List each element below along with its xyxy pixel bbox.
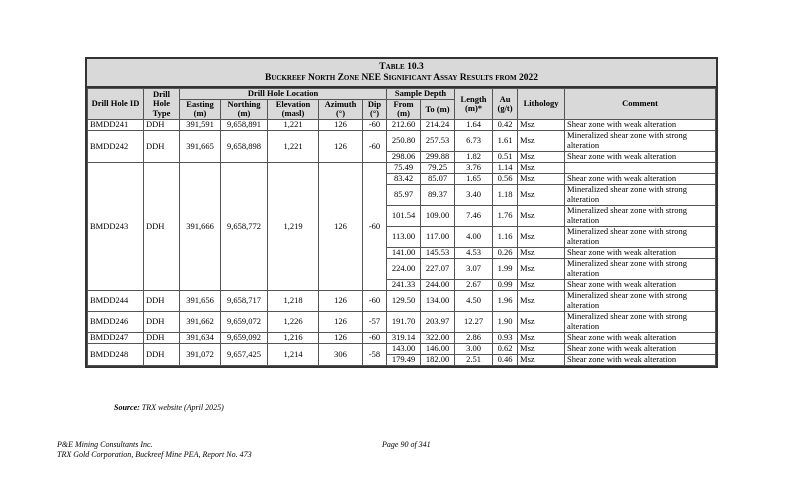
cell-northing: 9,658,891 [221, 119, 268, 130]
cell-dip: -58 [363, 343, 387, 365]
cell-hole-id: BMDD244 [88, 290, 144, 311]
cell-northing: 9,658,717 [221, 290, 268, 311]
table-row [88, 311, 716, 332]
table-row [88, 290, 716, 311]
cell-lithology: Msz [518, 226, 565, 247]
cell-hole-type: DDH [144, 311, 180, 332]
cell-hole-type: DDH [144, 290, 180, 311]
cell-au-grade: 0.46 [493, 354, 518, 365]
cell-hole-id: BMDD242 [88, 130, 144, 162]
cell-lithology: Msz [518, 184, 565, 205]
cell-lithology: Msz [518, 119, 565, 130]
cell-from: 143.00 [387, 343, 421, 354]
cell-comment [565, 162, 716, 173]
cell-lithology: Msz [518, 354, 565, 365]
cell-from: 241.33 [387, 279, 421, 290]
cell-to: 89.37 [421, 184, 455, 205]
cell-from: 319.14 [387, 332, 421, 343]
cell-lithology: Msz [518, 130, 565, 151]
cell-hole-type: DDH [144, 130, 180, 162]
cell-comment: Shear zone with weak alteration [565, 354, 716, 365]
cell-to: 146.00 [421, 343, 455, 354]
cell-hole-type: DDH [144, 343, 180, 365]
cell-to: 79.25 [421, 162, 455, 173]
cell-length: 4.50 [455, 290, 493, 311]
cell-easting: 391,072 [180, 343, 221, 365]
header-length: Length (m)* [455, 89, 493, 120]
cell-hole-type: DDH [144, 119, 180, 130]
cell-from: 101.54 [387, 205, 421, 226]
cell-lithology: Msz [518, 247, 565, 258]
cell-comment: Mineralized shear zone with strong alteration [565, 184, 716, 205]
cell-comment: Shear zone with weak alteration [565, 151, 716, 162]
cell-azimuth: 126 [319, 332, 363, 343]
cell-au-grade: 0.26 [493, 247, 518, 258]
footer-company: P&E Mining Consultants Inc. [57, 440, 153, 449]
cell-from: 113.00 [387, 226, 421, 247]
cell-from: 224.00 [387, 258, 421, 279]
cell-from: 75.49 [387, 162, 421, 173]
cell-azimuth: 126 [319, 119, 363, 130]
cell-comment: Shear zone with weak alteration [565, 119, 716, 130]
cell-length: 3.07 [455, 258, 493, 279]
source-note [114, 403, 224, 412]
source-text: TRX website (April 2025) [141, 403, 224, 412]
header-to: To (m) [421, 100, 455, 120]
footer-left [57, 440, 252, 460]
cell-dip: -60 [363, 119, 387, 130]
cell-northing: 9,659,092 [221, 332, 268, 343]
cell-length: 2.51 [455, 354, 493, 365]
cell-lithology: Msz [518, 151, 565, 162]
cell-elevation: 1,221 [268, 130, 319, 162]
cell-dip: -60 [363, 162, 387, 290]
cell-au-grade: 0.42 [493, 119, 518, 130]
cell-length: 2.67 [455, 279, 493, 290]
cell-azimuth: 126 [319, 311, 363, 332]
cell-length: 3.00 [455, 343, 493, 354]
header-northing: Northing (m) [221, 100, 268, 120]
header-elevation: Elevation (masl) [268, 100, 319, 120]
cell-to: 134.00 [421, 290, 455, 311]
cell-to: 182.00 [421, 354, 455, 365]
cell-hole-id: BMDD248 [88, 343, 144, 365]
cell-hole-id: BMDD241 [88, 119, 144, 130]
cell-length: 12.27 [455, 311, 493, 332]
cell-au-grade: 0.93 [493, 332, 518, 343]
cell-to: 145.53 [421, 247, 455, 258]
cell-length: 7.46 [455, 205, 493, 226]
header-depth-group: Sample Depth [387, 89, 455, 100]
cell-length: 1.82 [455, 151, 493, 162]
cell-elevation: 1,226 [268, 311, 319, 332]
cell-lithology: Msz [518, 290, 565, 311]
cell-hole-id: BMDD247 [88, 332, 144, 343]
cell-au-grade: 1.18 [493, 184, 518, 205]
cell-azimuth: 126 [319, 130, 363, 162]
header-lithology: Lithology [518, 89, 565, 120]
cell-au-grade: 1.14 [493, 162, 518, 173]
cell-lithology: Msz [518, 173, 565, 184]
cell-comment: Mineralized shear zone with strong alteration [565, 205, 716, 226]
table-title: Buckreef North Zone NEE Significant Assay Results from 2022 [265, 73, 538, 83]
cell-from: 85.97 [387, 184, 421, 205]
cell-easting: 391,665 [180, 130, 221, 162]
cell-au-grade: 0.62 [493, 343, 518, 354]
cell-elevation: 1,218 [268, 290, 319, 311]
cell-to: 203.97 [421, 311, 455, 332]
table-row [88, 162, 716, 173]
table-body [88, 119, 716, 365]
cell-lithology: Msz [518, 343, 565, 354]
cell-easting: 391,662 [180, 311, 221, 332]
cell-easting: 391,634 [180, 332, 221, 343]
table-number: Table 10.3 [379, 62, 424, 72]
cell-to: 299.88 [421, 151, 455, 162]
cell-length: 4.53 [455, 247, 493, 258]
cell-easting: 391,666 [180, 162, 221, 290]
cell-lithology: Msz [518, 162, 565, 173]
cell-comment: Shear zone with weak alteration [565, 332, 716, 343]
cell-lithology: Msz [518, 311, 565, 332]
cell-length: 3.76 [455, 162, 493, 173]
cell-length: 1.64 [455, 119, 493, 130]
cell-northing: 9,658,772 [221, 162, 268, 290]
header-from: From (m) [387, 100, 421, 120]
cell-from: 250.80 [387, 130, 421, 151]
cell-comment: Mineralized shear zone with strong alteration [565, 311, 716, 332]
cell-comment: Shear zone with weak alteration [565, 343, 716, 354]
cell-from: 212.60 [387, 119, 421, 130]
header-azimuth: Azimuth (°) [319, 100, 363, 120]
table-row [88, 332, 716, 343]
cell-length: 6.73 [455, 130, 493, 151]
footer-page-number: Page 90 of 341 [382, 440, 431, 449]
cell-au-grade: 1.76 [493, 205, 518, 226]
cell-au-grade: 0.56 [493, 173, 518, 184]
header-comment: Comment [565, 89, 716, 120]
cell-northing: 9,657,425 [221, 343, 268, 365]
cell-hole-type: DDH [144, 162, 180, 290]
cell-from: 129.50 [387, 290, 421, 311]
cell-lithology: Msz [518, 205, 565, 226]
cell-hole-type: DDH [144, 332, 180, 343]
cell-azimuth: 126 [319, 290, 363, 311]
table-caption [87, 59, 716, 88]
cell-au-grade: 1.99 [493, 258, 518, 279]
assay-table-container [85, 57, 718, 368]
cell-au-grade: 1.16 [493, 226, 518, 247]
cell-to: 109.00 [421, 205, 455, 226]
cell-lithology: Msz [518, 279, 565, 290]
cell-dip: -60 [363, 130, 387, 162]
cell-azimuth: 306 [319, 343, 363, 365]
table-row [88, 119, 716, 130]
cell-to: 117.00 [421, 226, 455, 247]
cell-comment: Mineralized shear zone with strong alteration [565, 258, 716, 279]
cell-length: 4.00 [455, 226, 493, 247]
table-row [88, 343, 716, 354]
cell-to: 244.00 [421, 279, 455, 290]
cell-length: 3.40 [455, 184, 493, 205]
cell-to: 322.00 [421, 332, 455, 343]
cell-easting: 391,656 [180, 290, 221, 311]
assay-table [87, 88, 716, 366]
header-drill-hole-type: Drill Hole Type [144, 89, 180, 120]
footer-report: TRX Gold Corporation, Buckreef Mine PEA, Report No. 473 [57, 450, 252, 459]
cell-comment: Mineralized shear zone with strong alteration [565, 130, 716, 151]
cell-from: 83.42 [387, 173, 421, 184]
cell-from: 179.49 [387, 354, 421, 365]
cell-length: 2.86 [455, 332, 493, 343]
header-dip: Dip (°) [363, 100, 387, 120]
cell-comment: Shear zone with weak alteration [565, 247, 716, 258]
cell-lithology: Msz [518, 258, 565, 279]
cell-from: 191.70 [387, 311, 421, 332]
cell-dip: -60 [363, 290, 387, 311]
cell-hole-id: BMDD246 [88, 311, 144, 332]
cell-length: 1.65 [455, 173, 493, 184]
header-easting: Easting (m) [180, 100, 221, 120]
cell-from: 298.06 [387, 151, 421, 162]
cell-au-grade: 0.99 [493, 279, 518, 290]
cell-to: 214.24 [421, 119, 455, 130]
cell-comment: Shear zone with weak alteration [565, 173, 716, 184]
header-au: Au (g/t) [493, 89, 518, 120]
cell-northing: 9,658,898 [221, 130, 268, 162]
cell-au-grade: 1.96 [493, 290, 518, 311]
cell-elevation: 1,221 [268, 119, 319, 130]
cell-hole-id: BMDD243 [88, 162, 144, 290]
cell-dip: -57 [363, 311, 387, 332]
cell-easting: 391,591 [180, 119, 221, 130]
header-drill-hole-id: Drill Hole ID [88, 89, 144, 120]
source-label: Source: [114, 403, 140, 412]
cell-dip: -60 [363, 332, 387, 343]
header-location-group: Drill Hole Location [180, 89, 387, 100]
cell-comment: Shear zone with weak alteration [565, 279, 716, 290]
cell-comment: Mineralized shear zone with strong alteration [565, 226, 716, 247]
cell-from: 141.00 [387, 247, 421, 258]
cell-elevation: 1,219 [268, 162, 319, 290]
cell-au-grade: 1.61 [493, 130, 518, 151]
cell-au-grade: 1.90 [493, 311, 518, 332]
cell-comment: Mineralized shear zone with strong alteration [565, 290, 716, 311]
cell-au-grade: 0.51 [493, 151, 518, 162]
cell-to: 257.53 [421, 130, 455, 151]
table-row [88, 130, 716, 151]
cell-elevation: 1,214 [268, 343, 319, 365]
cell-to: 85.07 [421, 173, 455, 184]
cell-elevation: 1,216 [268, 332, 319, 343]
cell-azimuth: 126 [319, 162, 363, 290]
cell-northing: 9,659,072 [221, 311, 268, 332]
cell-to: 227.07 [421, 258, 455, 279]
cell-lithology: Msz [518, 332, 565, 343]
